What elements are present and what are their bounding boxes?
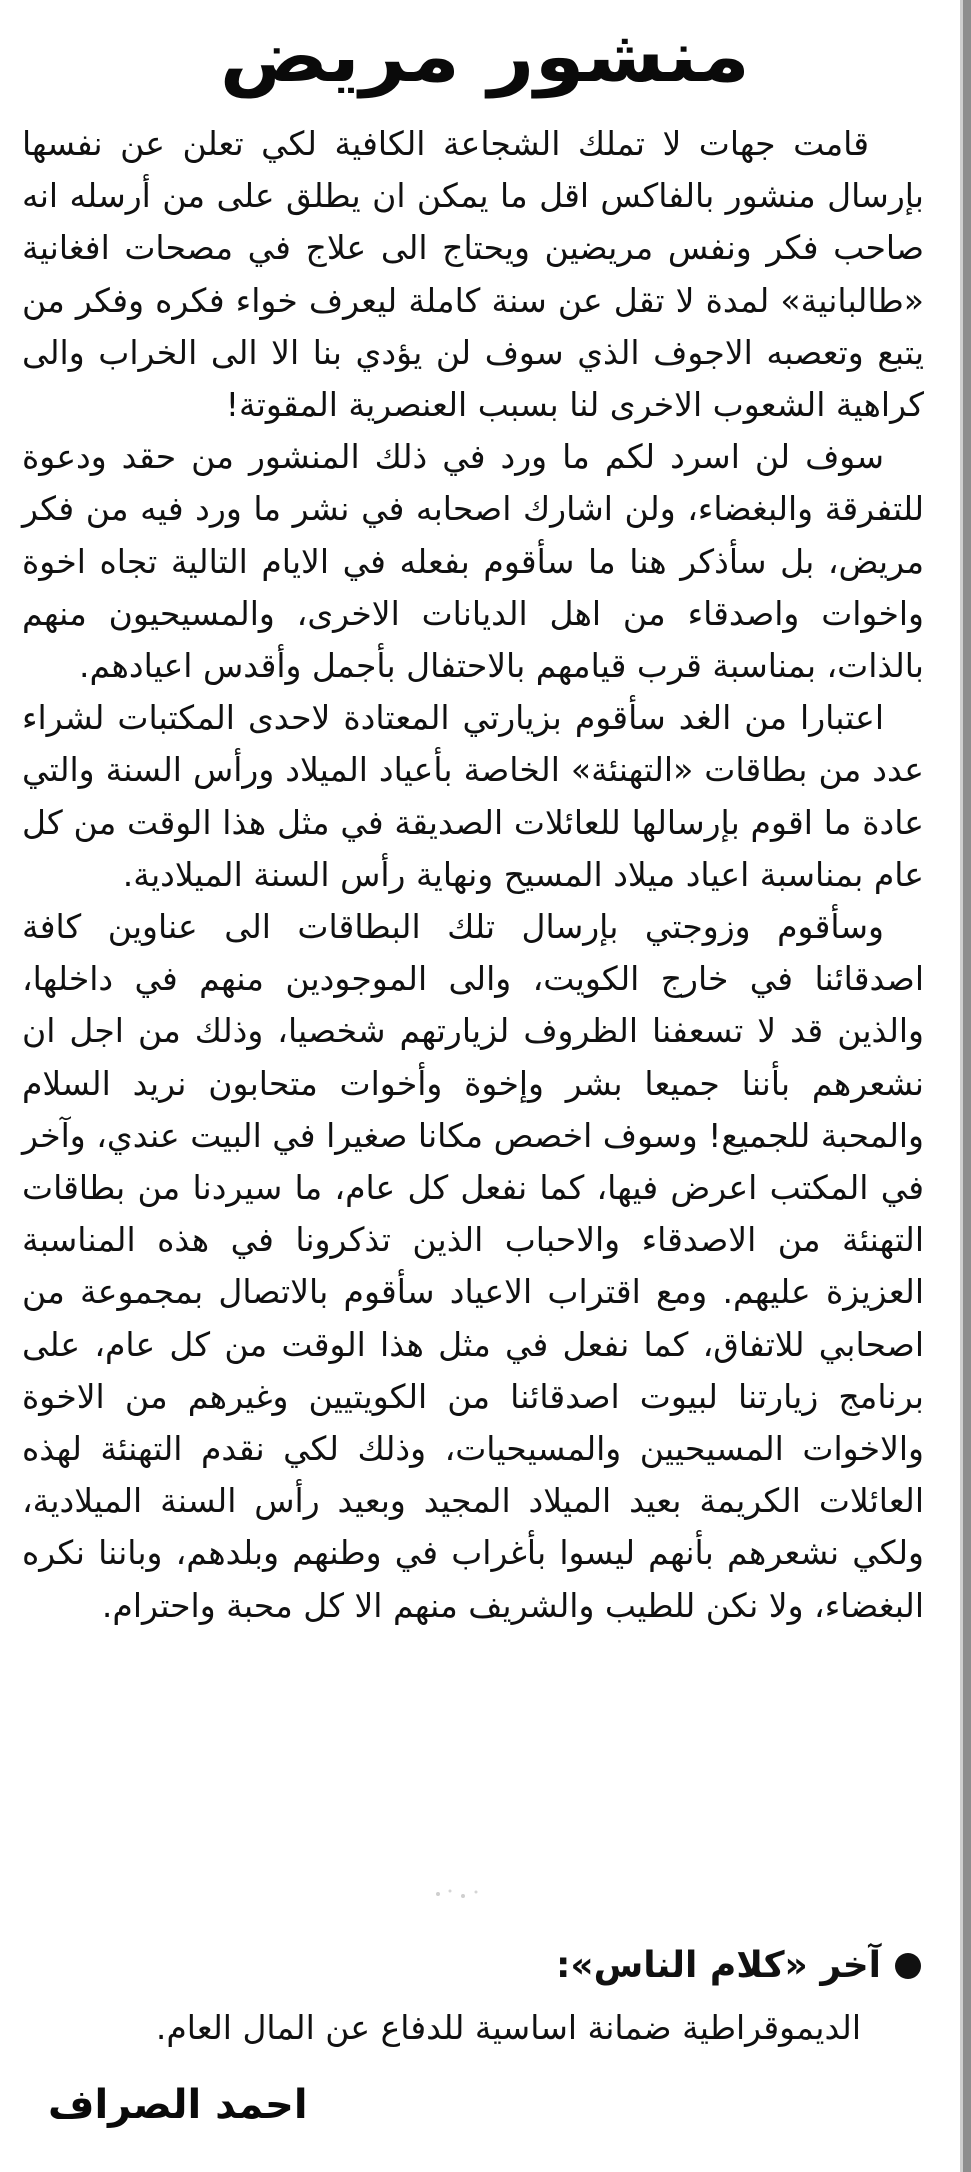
article-paragraph-4: وسأقوم وزوجتي بإرسال تلك البطاقات الى عناوين كافة اصدقائنا في خارج الكويت، والى الموجودين منهم في داخلها، والذين قد لا تسعفنا الظروف لزيارتهم شخصيا، وذلك من اجل ان نشعرهم بأننا جميعا بشر وإخوة وأخوات متحابون نريد السلام والمحبة للجميع! وسوف اخصص مكانا صغيرا في البيت عندي، وآخر في المكتب اعرض فيها، كما نفعل كل عام، ما سيردنا من بطاقات التهنئة من الاصدقاء والاحباب الذين تذكرونا في هذه المناسبة العزيزة عليهم. ومع اقتراب الاعياد سأقوم بالاتصال بمجموعة من اصحابي للاتفاق، كما نفعل في مثل هذا الوقت من كل عام، على برنامج زيارتنا لبيوت اصدقائنا من الكويتيين وغيرهم من الاخوة والاخوات المسيحيين والمسيحيات، وذلك لكي نقدم التهنئة لهذه العائلات الكريمة بعيد الميلاد المجيد وبعيد رأس السنة الميلادية، ولكي نشعرهم بأنهم ليسوا بأغراب في وطنهم وبلدهم، وباننا نكره البغضاء، ولا نكن للطيب والشريف منهم الا كل محبة واحترام. — [22, 907, 924, 1625]
article-headline — [40, 6, 930, 106]
headline-text: منشور مريض — [219, 14, 751, 98]
print-smudge — [430, 1885, 490, 1903]
article-paragraph-2: سوف لن اسرد لكم ما ورد في ذلك المنشور من حقد ودعوة للتفرقة والبغضاء، ولن اشارك اصحابه في نشر ما ورد فيه من فكر مريض، بل سأذكر هنا ما سأقوم بفعله في الايام التالية تجاه اخوة واخوات واصدقاء من اهل الديانات الاخرى، والمسيحيون منهم بالذات، بمناسبة قرب قيامهم بالاحتفال بأجمل وأقدس اعيادهم. — [22, 437, 924, 686]
column-border — [963, 0, 971, 2172]
closing-note-title: آخر «كلام الناس»: — [555, 1945, 881, 1986]
author-signature: احمد الصراف — [48, 2082, 308, 2128]
closing-note-heading — [41, 1940, 921, 1992]
article-paragraph-1: قامت جهات لا تملك الشجاعة الكافية لكي تعلن عن نفسها بإرسال منشور بالفاكس اقل ما يمكن ان يطلق على من أرسله انه صاحب فكر ونفس مريضين ويحتاج الى علاج في مصحات افغانية «طالبانية» لمدة لا تقل عن سنة كاملة ليعرف خواء فكره وفكر من يتبع وتعصبه الاجوف الذي سوف لن يؤدي بنا الا الى الخراب والى كراهية الشعوب الاخرى لنا بسبب العنصرية المقوتة! — [22, 124, 924, 425]
closing-note-text: الديموقراطية ضمانة اساسية للدفاع عن المال العام. — [155, 2008, 861, 2047]
bullet-icon — [895, 1953, 921, 1979]
article-body — [22, 118, 924, 1632]
article-paragraph-3: اعتبارا من الغد سأقوم بزيارتي المعتادة لاحدى المكتبات لشراء عدد من بطاقات «التهنئة» الخاصة بأعياد الميلاد ورأس السنة والتي عادة ما اقوم بإرسالها للعائلات الصديقة في مثل هذا الوقت من كل عام بمناسبة اعياد ميلاد المسيح ونهاية رأس السنة الميلادية. — [22, 698, 924, 894]
closing-note — [41, 1940, 921, 2054]
